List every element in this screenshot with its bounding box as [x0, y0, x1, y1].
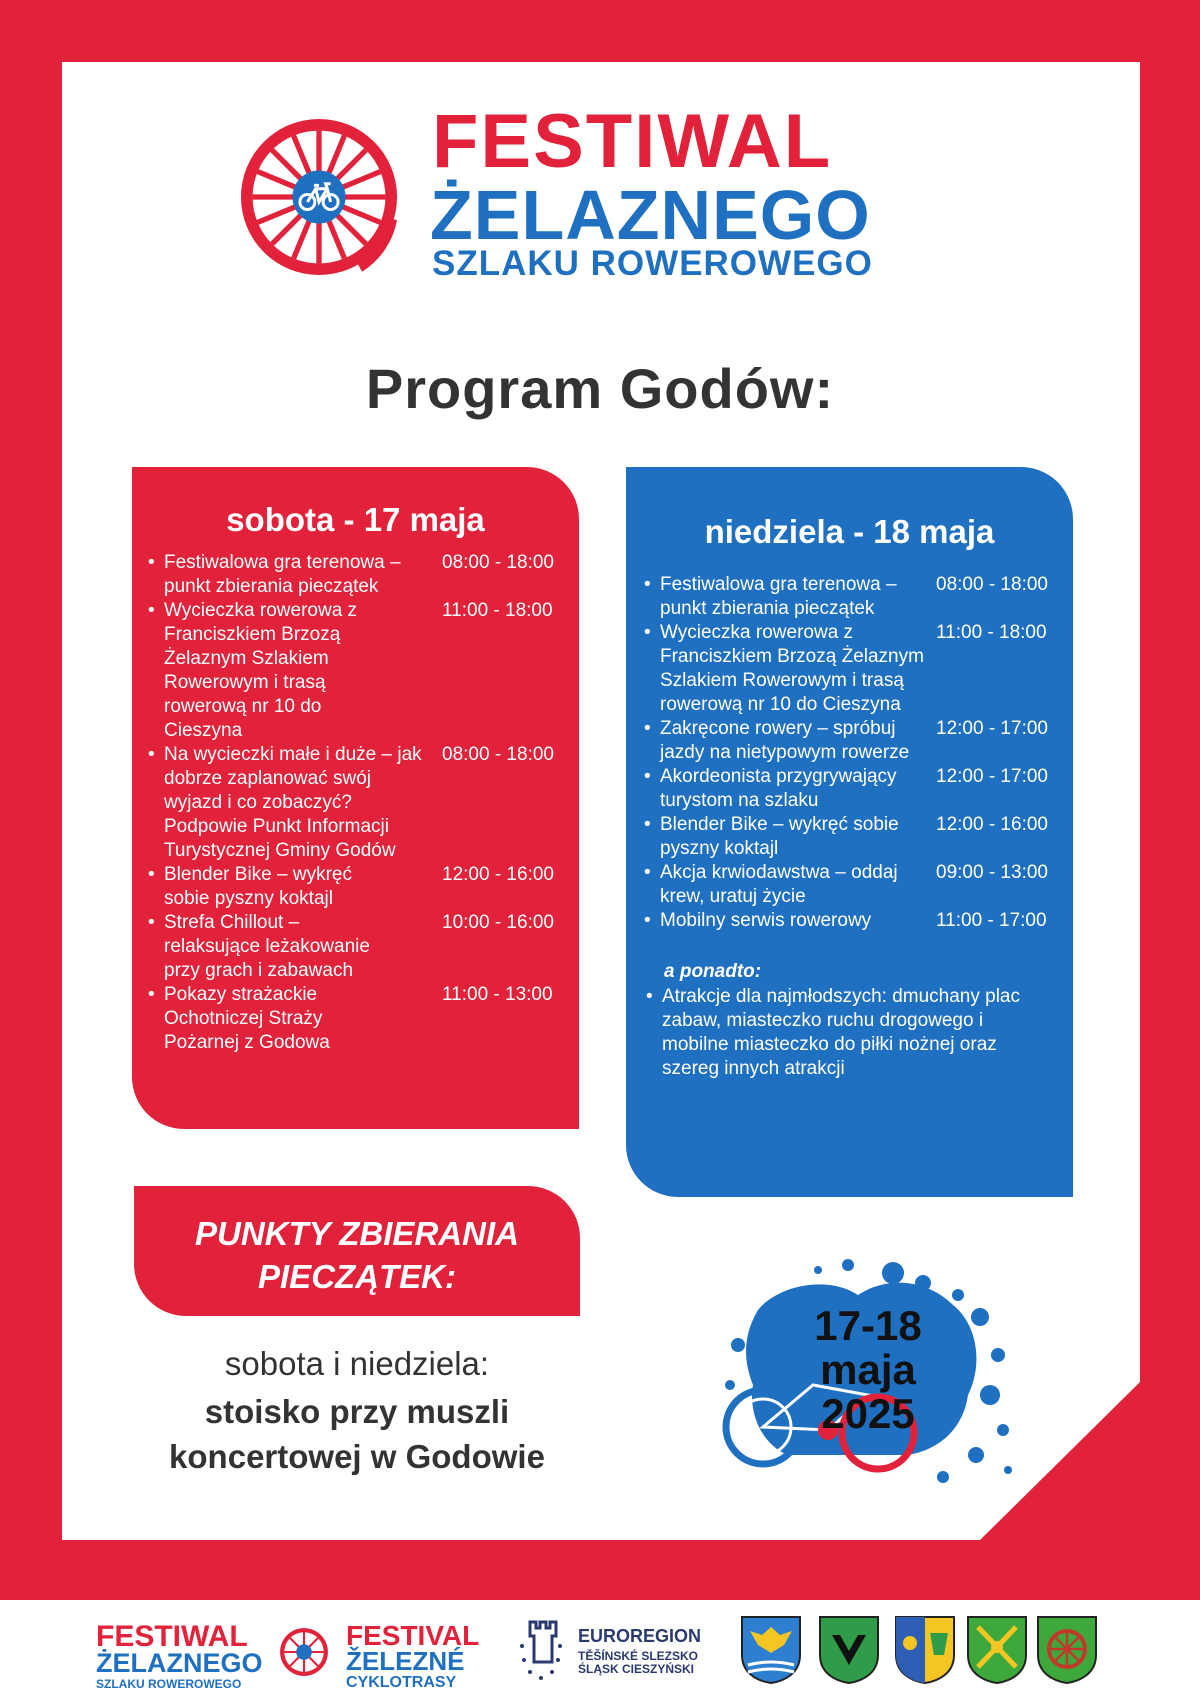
stamps-heading-box [134, 1186, 580, 1316]
list-item: • Blender Bike – wykręć sobie pyszny koktajl 12:00 - 16:00 [148, 864, 554, 909]
list-item: • Wycieczka rowerowa z Franciszkiem Brzozą Żelaznym Szlakiem Rowerowym i trasą rowerową nr 10 do Cieszyna 11:00 - 18:00 [148, 600, 553, 741]
list-item: • Atrakcje dla najmłodszych: dmuchany plac zabaw, miasteczko ruchu drogowego i mobilne miasteczko do piłki nożnej oraz szereg innych atrakcji [646, 986, 1021, 1079]
festival-title-line3: SZLAKU ROWEROWEGO [432, 244, 873, 283]
list-item: • Na wycieczki małe i duże – jak dobrze zaplanować swój wyjazd i co zobaczyć? Podpowie Punkt Informacji Turystycznej Gminy Godów 08:00 - 18:00 [148, 744, 554, 861]
list-item: • Festiwalowa gra terenowa – punkt zbierania pieczątek 08:00 - 18:00 [148, 552, 554, 597]
saturday-box [132, 467, 579, 1129]
stamps-title-line1: PUNKTY ZBIERANIA [195, 1215, 519, 1252]
list-item: • Wycieczka rowerowa z Franciszkiem Brzozą Żelaznym Szlakiem Rowerowym i trasą rowerową nr 10 do Cieszyna 11:00 - 18:00 [644, 622, 1047, 715]
program-heading: Program Godów: [365, 357, 835, 420]
bicycle-wheel-logo [236, 114, 402, 280]
bullet-icon: • [148, 744, 155, 765]
bullet-icon: • [148, 552, 155, 573]
bullet-icon: • [646, 986, 653, 1007]
bullet-icon: • [644, 910, 651, 931]
extra-label: a ponadto: [664, 961, 762, 982]
stamps-days: sobota i niedziela: [224, 1345, 490, 1382]
footer-wheel-icon [278, 1626, 330, 1678]
bullet-icon: • [644, 574, 651, 595]
bullet-icon: • [148, 984, 155, 1005]
list-item: • Strefa Chillout – relaksujące leżakowanie przy grach i zabawach 10:00 - 16:00 [148, 912, 554, 981]
stamps-location: stoisko przy muszli koncertowej w Godowie [169, 1393, 545, 1475]
festival-title-line1: FESTIWAL [432, 99, 833, 184]
bullet-icon: • [644, 862, 651, 883]
crest-eagle-icon [740, 1615, 802, 1685]
crest-wheel-icon [1036, 1615, 1098, 1685]
stamps-title-line2: PIECZĄTEK: [258, 1258, 456, 1295]
saturday-title: sobota - 17 maja [226, 501, 485, 538]
crest-keys-icon [966, 1615, 1028, 1685]
list-item: • Festiwalowa gra terenowa – punkt zbierania pieczątek 08:00 - 18:00 [644, 574, 1048, 619]
bullet-icon: • [148, 600, 155, 621]
sunday-box [626, 467, 1073, 1197]
festival-title-line2: ŻELAZNEGO [430, 176, 871, 254]
list-item: • Akcja krwiodawstwa – oddaj krew, uratuj życie 09:00 - 13:00 [644, 862, 1048, 907]
crest-blue-yellow-icon [894, 1615, 956, 1685]
list-item: • Zakręcone rowery – spróbuj jazdy na nietypowym rowerze 12:00 - 17:00 [644, 718, 1048, 763]
crest-green-icon [818, 1615, 880, 1685]
date-badge: 17-18 maja 2025 [814, 1302, 922, 1437]
euroregion-logo: EUROREGION TĚŠÍNSKÉ SLEZSKO ŚLĄSK CIESZYŃSKI [578, 1626, 702, 1676]
list-item: • Pokazy strażackie Ochotniczej Straży Pożarnej z Godowa 11:00 - 13:00 [148, 984, 553, 1053]
list-item: • Mobilny serwis rowerowy 11:00 - 17:00 [644, 910, 1047, 931]
euroregion-tower-icon [516, 1616, 566, 1686]
list-item: • Blender Bike – wykręć sobie pyszny koktajl 12:00 - 16:00 [644, 814, 1048, 859]
footer-festival-logo-cz: FESTIVAL ŽELEZNÉ CYKLOTRASY [346, 1620, 480, 1691]
sunday-title: niedziela - 18 maja [704, 513, 995, 550]
bullet-icon: • [148, 912, 155, 933]
list-item: • Akordeonista przygrywający turystom na szlaku 12:00 - 17:00 [644, 766, 1048, 811]
bullet-icon: • [644, 718, 651, 739]
bullet-icon: • [148, 864, 155, 885]
bullet-icon: • [644, 622, 651, 643]
bullet-icon: • [644, 766, 651, 787]
bullet-icon: • [644, 814, 651, 835]
footer-festival-logo-pl: FESTIWAL ŻELAZNEGO SZLAKU ROWEROWEGO [96, 1620, 263, 1691]
